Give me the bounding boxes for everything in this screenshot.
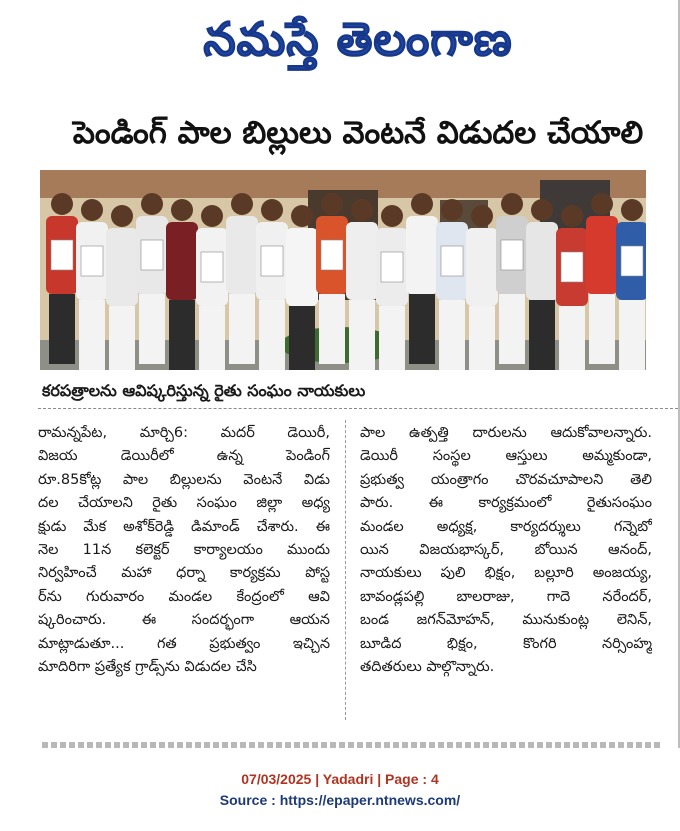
person-head	[471, 205, 493, 227]
article-line: ర్‌ను గురువారం మండల కేంద్రంలో ఆవి	[38, 588, 330, 605]
article-line: రూ.85కోట్ల పాల బిల్లులను వెంటనే విడు	[38, 471, 330, 488]
pamphlet	[501, 240, 523, 270]
person-head	[501, 193, 523, 215]
article-line: బావండ్లపల్లి బాలరాజు, గాదె నరేందర్,	[360, 588, 652, 605]
person-lower	[379, 306, 405, 370]
pamphlet	[201, 252, 223, 282]
person-lower	[319, 294, 345, 364]
article-line: నాయకులు పులి భిక్షం, బల్లూరి అంజయ్య,	[360, 565, 652, 582]
person-lower	[169, 300, 195, 370]
person-lower	[469, 306, 495, 370]
person-lower	[409, 294, 435, 364]
news-photo	[40, 170, 646, 370]
person-shirt	[106, 228, 138, 306]
pamphlet	[81, 246, 103, 276]
photo-caption: కరపత్రాలను ఆవిష్కరిస్తున్న రైతు సంఘం నాయకులు	[38, 373, 678, 409]
article-line: విజయ డెయిరీలో ఉన్న పెండింగ్	[38, 448, 330, 465]
article-line: డెయిరీ సంస్థల ఆస్తులు అమ్మకుండా,	[360, 448, 652, 465]
edition-info: 07/03/2025 | Yadadri | Page : 4	[241, 771, 439, 787]
person-lower	[49, 294, 75, 364]
article-headline: పెండింగ్ పాల బిల్లులు వెంటనే విడుదల చేయాలి	[72, 115, 644, 151]
person-head	[441, 199, 463, 221]
person-lower	[199, 306, 225, 370]
article-line: ప్రభుత్వ యంత్రాగం చొరవచూపాలని తెలి	[360, 471, 652, 488]
person-lower	[559, 306, 585, 370]
article-line: బూడిద భిక్షం, కొంగరి నర్సింహ్మ	[360, 635, 652, 652]
person-head	[201, 205, 223, 227]
person-lower	[289, 306, 315, 370]
person-lower	[139, 294, 165, 364]
person-shirt	[466, 228, 498, 306]
person-lower	[529, 300, 555, 370]
person-lower	[589, 294, 615, 364]
person-head	[111, 205, 133, 227]
person-head	[261, 199, 283, 221]
person-lower	[109, 306, 135, 370]
article-line: బండ జగన్‌మోహన్, మునుకుంట్ల లెనిన్,	[360, 612, 652, 629]
pamphlet	[621, 246, 643, 276]
article-line: మండల అధ్యక్ష, కార్యదర్శులు గన్నెబో	[360, 518, 652, 535]
person-lower	[259, 300, 285, 370]
person-shirt	[406, 216, 438, 294]
person-lower	[229, 294, 255, 364]
person-head	[561, 205, 583, 227]
article-line: రామన్నపేట, మార్చి6: మదర్ డెయిరీ,	[38, 425, 330, 441]
article-line: తదితరులు పాల్గొన్నారు.	[360, 658, 495, 675]
person-shirt	[526, 222, 558, 300]
article-column-right	[360, 422, 652, 679]
person-head	[51, 193, 73, 215]
person-head	[351, 199, 373, 221]
person-lower	[499, 294, 525, 364]
person-head	[81, 199, 103, 221]
farmers-holding-pamphlets-photo	[40, 170, 646, 370]
pamphlet	[141, 240, 163, 270]
article-line: క్షుడు మేక అశోక్‌రెడ్డి డిమాండ్ చేశారు. ఈ	[38, 518, 330, 535]
article-line: నెల 11న కలెక్టర్ కార్యాలయం ముందు	[38, 541, 330, 558]
person-shirt	[586, 216, 618, 294]
pamphlet	[51, 240, 73, 270]
pamphlet	[381, 252, 403, 282]
person-head	[591, 193, 613, 215]
person-head	[531, 199, 553, 221]
person-shirt	[166, 222, 198, 300]
person-head	[171, 199, 193, 221]
article-line: యిన విజయభాస్కర్, బోయిన ఆనంద్,	[360, 541, 652, 558]
person-shirt	[346, 222, 378, 300]
person-head	[621, 199, 643, 221]
person-head	[141, 193, 163, 215]
person-head	[231, 193, 253, 215]
person-head	[411, 193, 433, 215]
person-shirt	[286, 228, 318, 306]
article-line: పారు. ఈ కార్యక్రమంలో రైతుసంఘం	[360, 495, 652, 512]
column-divider	[345, 420, 347, 720]
person-lower	[349, 300, 375, 370]
pamphlet	[261, 246, 283, 276]
masthead-logo: నమస్తే తెలంగాణ	[203, 12, 513, 66]
article-line: మాదిరిగా ప్రత్యేక గ్రాడ్స్‌ను విడుదల చేసి	[38, 658, 257, 675]
article-line: పాల ఉత్పత్తి దారులను ఆదుకోవాలన్నారు.	[360, 425, 652, 441]
article-line: నిర్వహించే మహా ధర్నా కార్యక్రమ పోస్ట	[38, 565, 330, 582]
person-lower	[79, 300, 105, 370]
pamphlet	[321, 240, 343, 270]
pamphlet	[441, 246, 463, 276]
article-column-left	[38, 422, 330, 679]
clipping-cut-edge	[42, 742, 662, 748]
person-lower	[439, 300, 465, 370]
pamphlet	[561, 252, 583, 282]
article-line: ష్కరించారు. ఈ సందర్భంగా ఆయన	[38, 612, 330, 629]
person-head	[291, 205, 313, 227]
newspaper-clipping	[38, 0, 680, 748]
person-shirt	[226, 216, 258, 294]
source-link[interactable]: Source : https://epaper.ntnews.com/	[219, 792, 461, 808]
person-lower	[619, 300, 645, 370]
article-line: దల చేయాలని రైతు సంఘం జిల్లా అధ్య	[38, 495, 330, 512]
person-head	[381, 205, 403, 227]
article-line: మాట్లాడుతూ... గత ప్రభుత్వం ఇచ్చిన	[38, 635, 330, 652]
person-head	[321, 193, 343, 215]
